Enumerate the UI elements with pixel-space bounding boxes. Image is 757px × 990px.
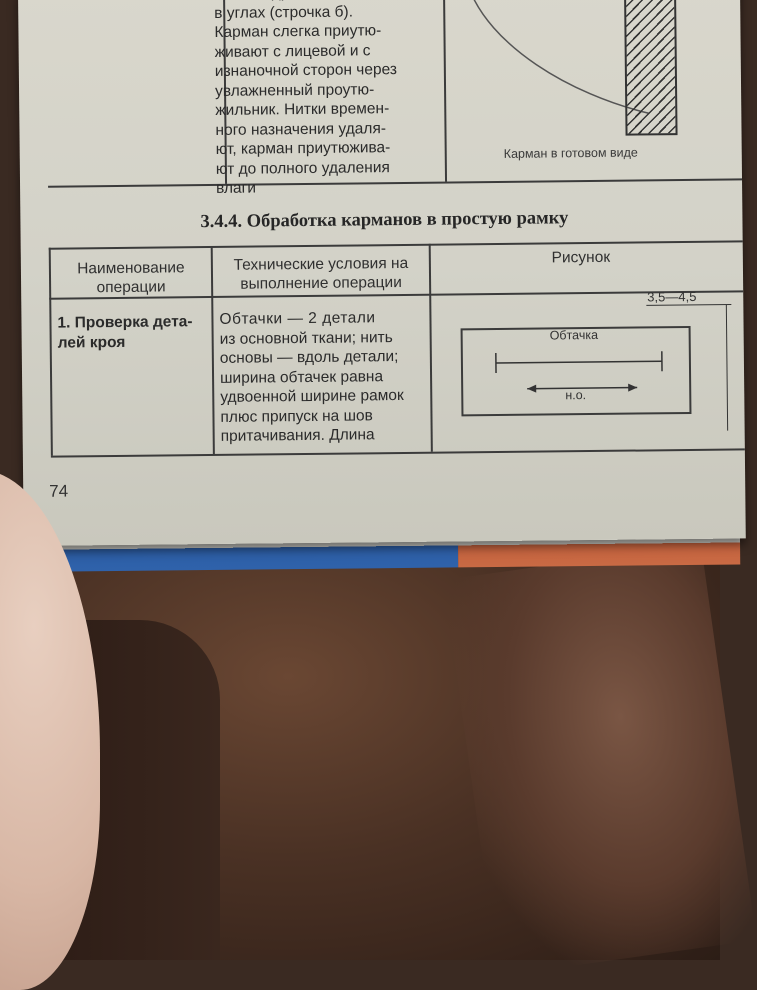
section-title: 3.4.4. Обработка карманов в простую рамку <box>200 208 568 233</box>
text-line: живают с лицевой и с <box>215 40 425 62</box>
text-line: в углах (строчка б). <box>214 1 424 23</box>
text-line: из основной ткани; нить <box>220 327 426 349</box>
text-line: ют до полного удаления <box>216 157 426 179</box>
text-line: влаги <box>216 177 426 199</box>
facing-label: Обтачка <box>550 328 599 343</box>
text-line: удвоенной ширине рамок <box>220 386 426 408</box>
text-line: основы — вдоль детали; <box>220 347 426 369</box>
text-line: ют, карман приутюжива- <box>216 138 426 160</box>
text-line: увлажненный проутю- <box>215 79 425 101</box>
book-page <box>18 0 746 546</box>
text-line: притачивания. Длина <box>221 425 427 447</box>
text-line: ного назначения удаля- <box>215 118 425 140</box>
text-line: Обтачки — 2 детали <box>219 308 425 330</box>
header-drawing: Рисунок <box>431 247 731 269</box>
dimension-label: 3,5—4,5 <box>647 289 696 305</box>
text-line: ширина обтачек равна <box>220 366 426 388</box>
text-line: жильник. Нитки времен- <box>215 99 425 121</box>
upper-table-divider-2 <box>443 0 447 182</box>
operation-name: 1. Проверка дета-лей кроя <box>57 312 207 353</box>
background-fabric-fold <box>443 544 756 976</box>
upper-cell-text <box>214 0 426 198</box>
drawing-caption: Карман в готовом виде <box>504 144 638 165</box>
book-edge-orange <box>458 536 740 567</box>
facing-drawing <box>431 290 745 451</box>
header-operation-name: Наименование операции <box>51 258 211 298</box>
operation-conditions <box>219 308 426 447</box>
text-line: изнаночной сторон через <box>215 60 425 82</box>
pocket-hatch-drawing <box>624 0 678 136</box>
text-line: Карман слегка приутю- <box>214 21 424 43</box>
page-number: 74 <box>49 482 68 502</box>
table-bottom-border <box>51 448 745 457</box>
header-conditions: Технические условия на выполнение операции <box>213 254 429 294</box>
grain-direction-label: н.о. <box>565 388 586 402</box>
text-line: плюс припуск на шов <box>220 405 426 427</box>
